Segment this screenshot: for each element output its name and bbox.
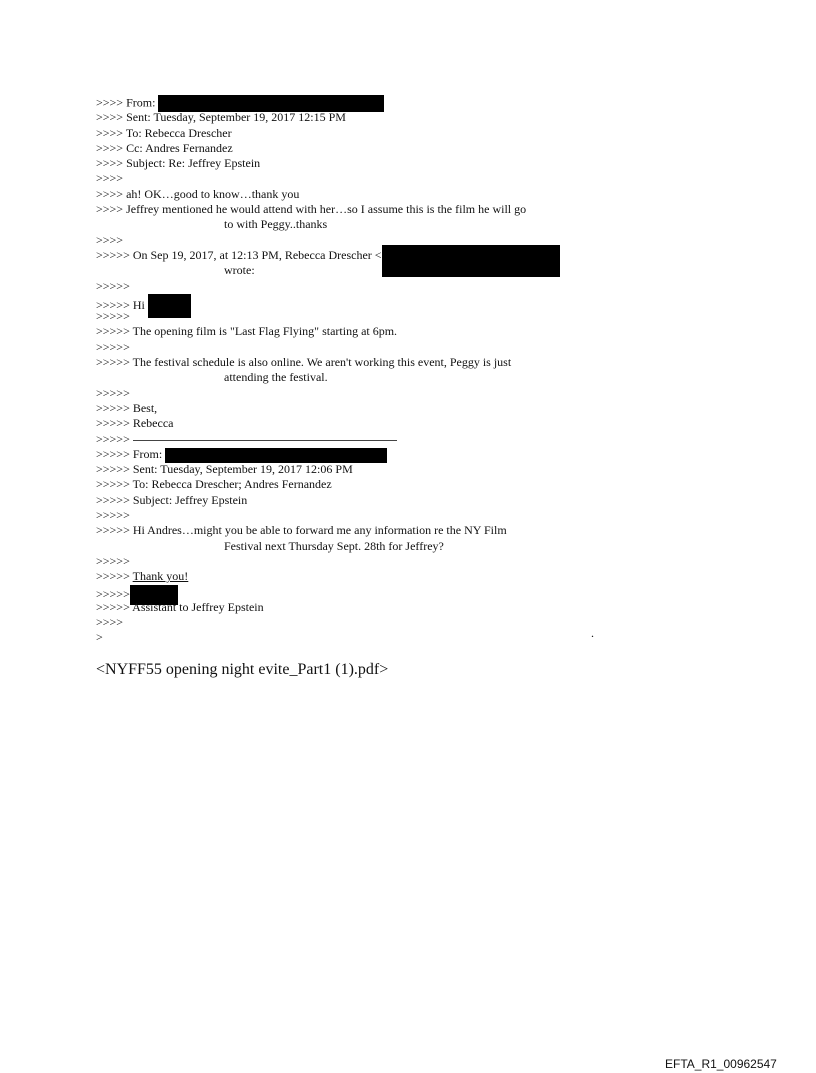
to-line-2: >>>>> To: Rebecca Drescher; Andres Fernandez <box>96 477 332 492</box>
greeting-line <box>96 294 616 312</box>
blank-line: >>>> <box>96 615 124 630</box>
separator-prefix: >>>>> <box>96 431 130 446</box>
redaction-box <box>165 448 387 463</box>
body-line: >>>>> The opening film is "Last Flag Flying" starting at 6pm. <box>96 324 398 339</box>
attachment-filename: <NYFF55 opening night evite_Part1 (1).pdf> <box>96 661 389 678</box>
quote-header-continuation: wrote: <box>224 263 255 278</box>
blank-line: >>>>> <box>96 508 130 523</box>
sent-line-1: >>>> Sent: Tuesday, September 19, 2017 12:15 PM <box>96 110 346 125</box>
from-label: >>>>> From: <box>96 446 163 461</box>
separator-line <box>96 432 616 447</box>
subject-line-2: >>>>> Subject: Jeffrey Epstein <box>96 492 248 507</box>
signature-name: >>>>> Rebecca <box>96 416 174 431</box>
quote-header-text: >>>>> On Sep 19, 2017, at 12:13 PM, Rebecca Drescher < <box>96 247 382 262</box>
sent-line-2: >>>>> Sent: Tuesday, September 19, 2017 12:06 PM <box>96 462 353 477</box>
end-marker: > <box>96 630 103 645</box>
body-line: >>>>> The festival schedule is also online. We aren't working this event, Peggy is just <box>96 355 512 370</box>
body-line-continuation: attending the festival. <box>224 370 328 385</box>
blank-line: >>>>> <box>96 309 130 324</box>
signature-line <box>96 585 616 600</box>
email-thread <box>96 95 616 646</box>
bates-number: EFTA_R1_00962547 <box>665 1057 777 1071</box>
thanks-text: Thank you! <box>132 569 189 584</box>
stray-dot: . <box>591 626 594 640</box>
blank-line: >>>>> <box>96 339 130 354</box>
signoff-line: >>>>> Best, <box>96 400 158 415</box>
separator-rule <box>133 432 397 441</box>
subject-line-1: >>>> Subject: Re: Jeffrey Epstein <box>96 156 261 171</box>
blank-line: >>>> <box>96 171 124 186</box>
signature-title: >>>>> Assistant to Jeffrey Epstein <box>96 599 264 614</box>
blank-line: >>>>> <box>96 278 130 293</box>
to-line-1: >>>> To: Rebecca Drescher <box>96 125 232 140</box>
from-label: >>>> From: <box>96 95 156 110</box>
cc-line-1: >>>> Cc: Andres Fernandez <box>96 140 233 155</box>
signature-prefix: >>>>> <box>96 586 130 601</box>
from-line-2 <box>96 447 616 462</box>
blank-line: >>>> <box>96 232 124 247</box>
thanks-prefix: >>>>> <box>96 569 130 584</box>
body-line-continuation: to with Peggy..thanks <box>224 217 328 232</box>
thanks-line <box>96 569 616 584</box>
body-line: >>>>> Hi Andres…might you be able to forward me any information re the NY Film <box>96 523 507 538</box>
body-line: >>>> Jeffrey mentioned he would attend with her…so I assume this is the film he will go <box>96 202 527 217</box>
greeting-text: >>>>> Hi <box>96 297 145 312</box>
from-line-1 <box>96 95 616 110</box>
quote-header <box>96 248 616 263</box>
blank-line: >>>>> <box>96 385 130 400</box>
body-line: >>>> ah! OK…good to know…thank you <box>96 186 300 201</box>
body-line-continuation: Festival next Thursday Sept. 28th for Jeffrey? <box>224 538 444 553</box>
blank-line: >>>>> <box>96 553 130 568</box>
